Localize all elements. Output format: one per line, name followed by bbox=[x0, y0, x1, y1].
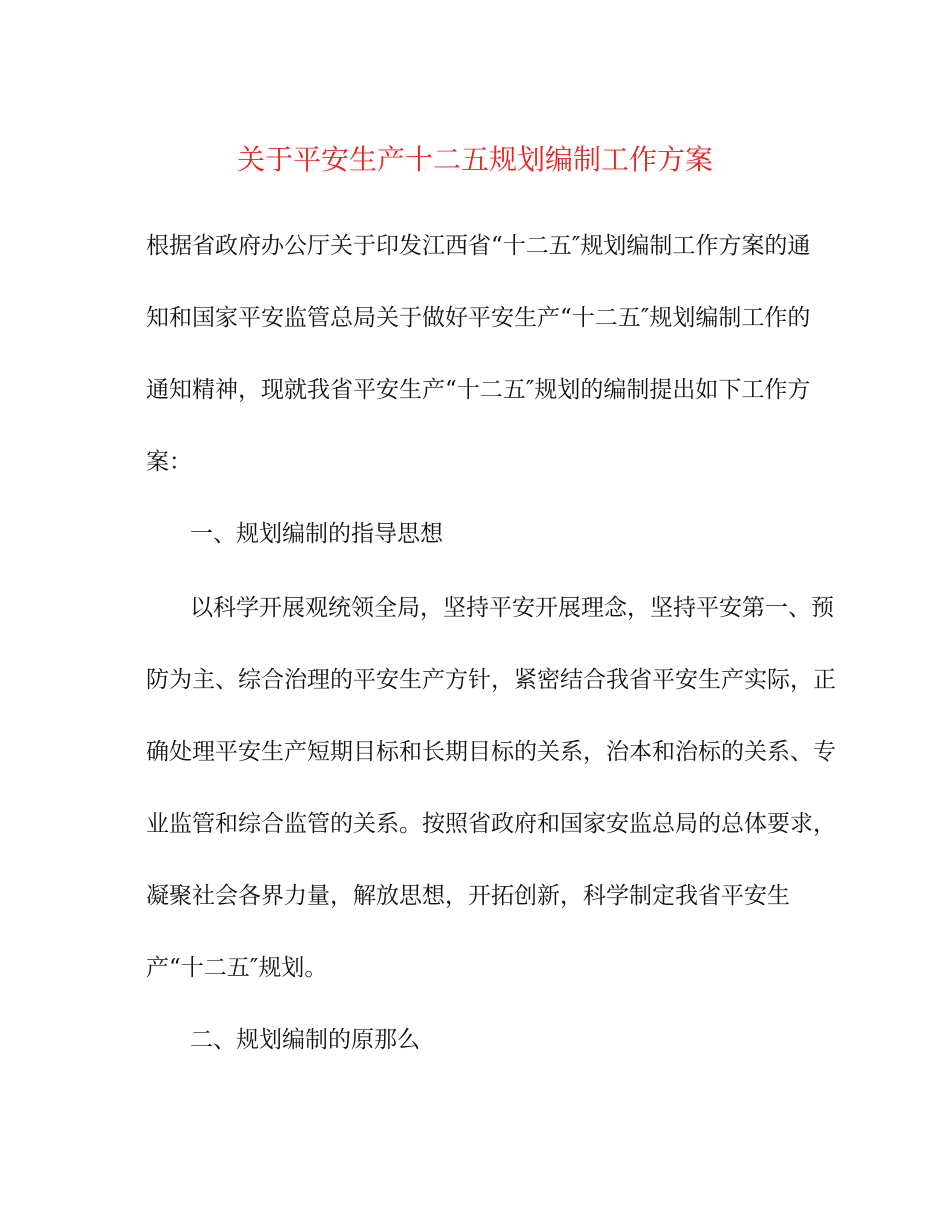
section-heading: 一、规划编制的指导思想 bbox=[190, 521, 443, 547]
paragraph-line: 知和国家平安监管总局关于做好平安生产“十二五″规划编制工作的 bbox=[146, 305, 811, 331]
document-title: 关于平安生产十二五规划编制工作方案 bbox=[236, 143, 713, 176]
paragraph-line: 根据省政府办公厅关于印发江西省“十二五″规划编制工作方案的通 bbox=[146, 233, 811, 259]
paragraph-line: 凝聚社会各界力量，解放思想，开拓创新，科学制定我省平安生 bbox=[146, 883, 790, 909]
paragraph-line: 产“十二五″规划。 bbox=[146, 955, 328, 981]
section-heading: 二、规划编制的原那么 bbox=[190, 1027, 420, 1053]
paragraph-line: 通知精神，现就我省平安生产“十二五″规划的编制提出如下工作方 bbox=[146, 377, 811, 403]
paragraph-line: 确处理平安生产短期目标和长期目标的关系，治本和治标的关系、专 bbox=[146, 739, 836, 765]
paragraph-line: 案： bbox=[146, 449, 192, 475]
paragraph-line: 以科学开展观统领全局，坚持平安开展理念，坚持平安第一、预 bbox=[190, 595, 834, 621]
paragraph-line: 防为主、综合治理的平安生产方针，紧密结合我省平安生产实际，正 bbox=[146, 667, 836, 693]
paragraph-line: 业监管和综合监管的关系。按照省政府和国家安监总局的总体要求， bbox=[146, 811, 836, 837]
